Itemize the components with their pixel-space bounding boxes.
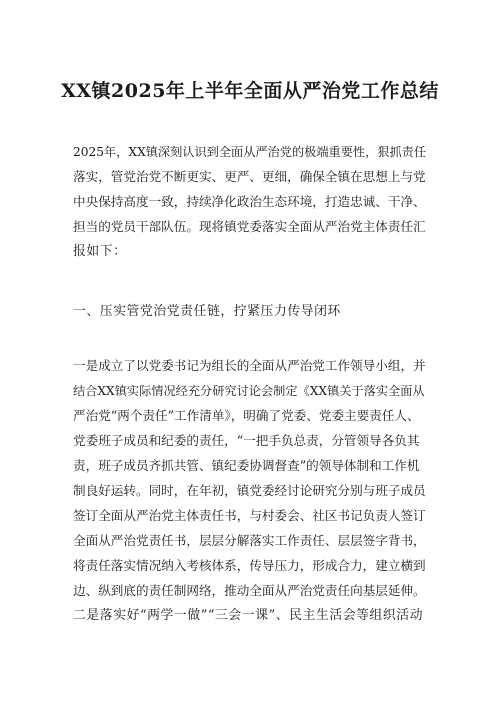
body-line: 全面从严治党责任书，层层分解落实工作责任、层层签字背书， — [73, 533, 426, 548]
body-line: 结合XX镇实际情况经充分研究讨论会制定《XX镇关于落实全面从 — [73, 384, 425, 398]
body-line: 党委班子成员和纪委的责任，“一把手负总责，分管领导各负其 — [73, 433, 420, 448]
body-line: 二是落实好“两学一做”“三会一课”、民主生活会等组织活动 — [73, 608, 424, 623]
body-line: 边、纵到底的责任制网络，推动全面从严治党责任向基层延伸。 — [73, 583, 426, 598]
body-line: 一是成立了以党委书记为组长的全面从严治党工作领导小组，并 — [73, 358, 426, 373]
section-heading: 一、压实管党治党责任链，拧紧压力传导闭环 — [73, 304, 341, 319]
body-line: 责，班子成员齐抓共管、镇纪委协调督查”的领导体制和工作机 — [73, 458, 420, 473]
intro-line: 报如下： — [73, 244, 127, 259]
intro-line: 担当的党员干部队伍。现将镇党委落实全面从严治党主体责任汇 — [73, 219, 426, 234]
body-line: 将责任落实情况纳入考核体系，传导压力，形成合力，建立横到 — [73, 558, 426, 573]
body-line: 严治党“两个责任”工作清单》，明确了党委、党委主要责任人、 — [73, 408, 420, 423]
intro-line: 中央保持高度一致，持续净化政治生态环境，打造忠诚、干净、 — [73, 194, 426, 209]
intro-line: 2025年，XX镇深刻认识到全面从严治党的极端重要性，狠抓责任 — [73, 145, 427, 159]
intro-line: 落实，管党治党不断更实、更严、更细，确保全镇在思想上与党 — [73, 169, 426, 184]
body-line: 制良好运转。同时，在年初，镇党委经讨论研究分别与班子成员 — [73, 483, 426, 498]
body-line: 签订全面从严治党主体责任书，与村委会、社区书记负责人签订 — [73, 508, 426, 523]
document-title: XX镇2025年上半年全面从严治党工作总结 — [61, 80, 439, 102]
